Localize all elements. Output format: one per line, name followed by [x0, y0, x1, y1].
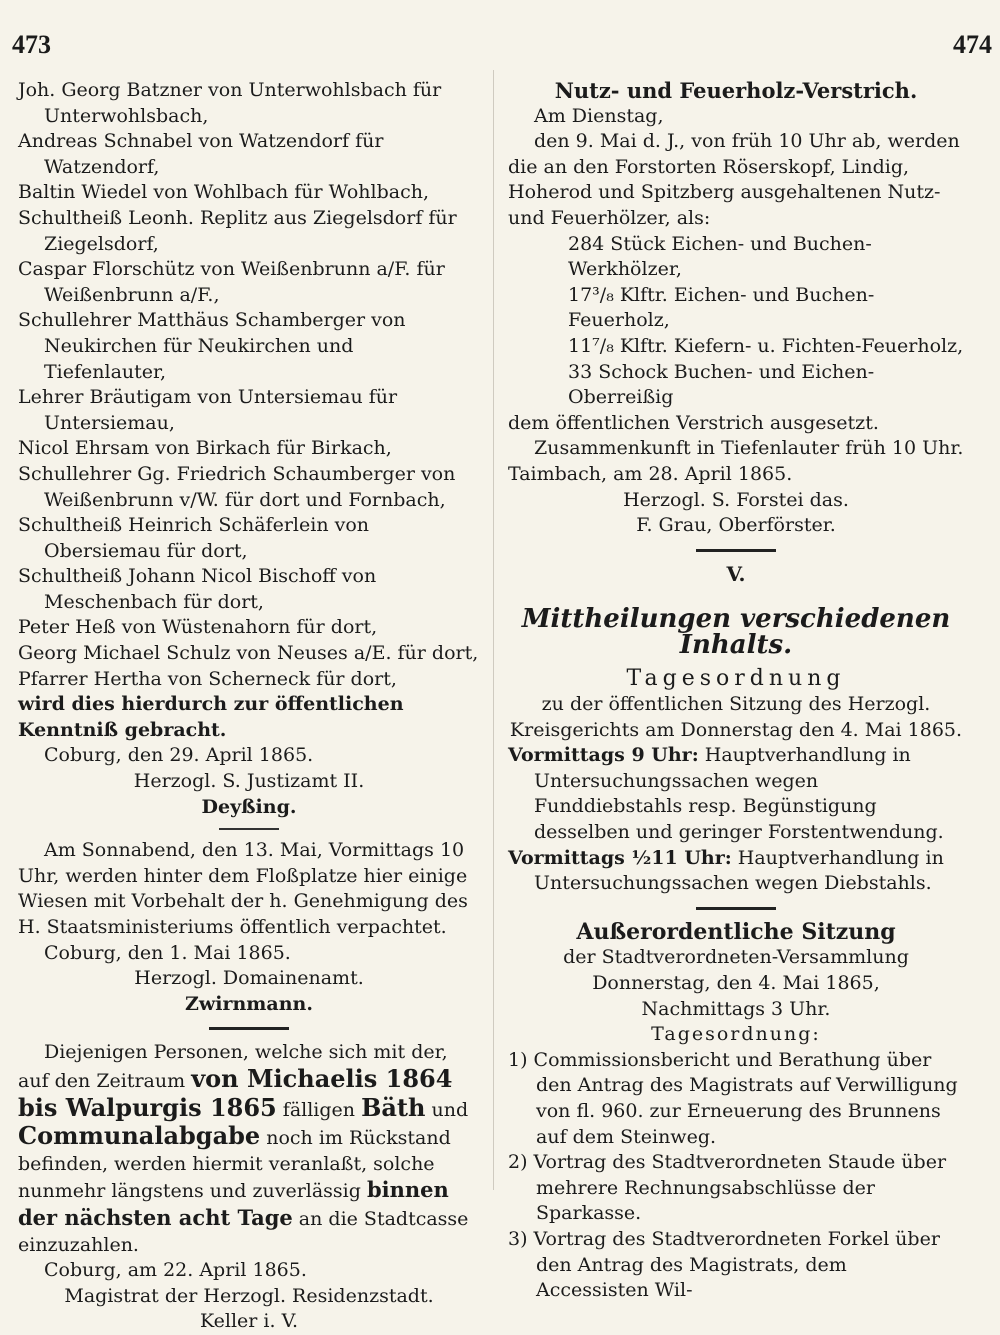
separator-rule [696, 907, 776, 910]
page-number-right: 474 [953, 30, 992, 59]
names-list [18, 78, 480, 692]
notice3-deadline: binnen der nächsten acht Tage [18, 1177, 449, 1230]
notice3-text-part: und [425, 1098, 469, 1121]
wood-auction-date: Taimbach, am 28. April 1865. [508, 462, 793, 485]
name-entry: Baltin Wiedel von Wohlbach für Wohlbach, [18, 181, 430, 204]
court-agenda-time: Vormittags 9 Uhr: [508, 744, 699, 767]
notice3-date: Coburg, am 22. April 1865. [44, 1259, 307, 1282]
notice3-period: von Michaelis 1864 bis Walpurgis 1865 [18, 1063, 453, 1122]
notice3-text-part: Diejenigen Personen, welche sich mit der, auf den Zeitraum [18, 1041, 448, 1092]
council-agenda-item: 1) Commissionsbericht und Berathung über den Antrag des Magistrats auf Verwilligung von fl. 960. zur Erneuerung des Brunnens auf dem Steinweg. [508, 1048, 958, 1148]
notice3-tax-name: Bäth [361, 1092, 426, 1122]
notice3-office: Magistrat der Herzogl. Residenzstadt. [64, 1284, 434, 1307]
wood-auction-office: Herzogl. S. Forstei das. [623, 488, 849, 511]
right-column [508, 78, 964, 1304]
wood-items-list [508, 232, 964, 411]
wood-item: 11⁷/₈ Klftr. Kiefern- u. Fichten-Feuerholz, [568, 334, 964, 357]
notice1-signer: Deyßing. [201, 795, 297, 818]
notice3-tax-name: Communalabgabe [18, 1121, 261, 1151]
notice1-office: Herzogl. S. Justizamt II. [133, 770, 365, 793]
council-agenda-item: 3) Vortrag des Stadtverordneten Forkel über den Antrag des Magistrats, dem Accessisten Wil- [508, 1227, 940, 1302]
wood-item: 33 Schock Buchen- und Eichen-Oberreißig [568, 360, 875, 409]
name-entry: Georg Michael Schulz von Neuses a/E. für dort, [18, 642, 479, 665]
wood-item: 17³/₈ Klftr. Eichen- und Buchen-Feuerholz, [568, 283, 875, 332]
section-number: V. [726, 561, 746, 586]
page-number-left: 473 [12, 30, 51, 59]
name-entry: Caspar Florschütz von Weißenbrunn a/F. für Weißenbrunn a/F., [18, 258, 445, 306]
separator-rule [696, 549, 776, 552]
name-entry: Lehrer Bräutigam von Untersiemau für Untersiemau, [18, 386, 398, 434]
wood-auction-after: dem öffentlichen Verstrich ausgesetzt. [508, 411, 879, 434]
left-column [18, 78, 480, 1335]
name-entry: Pfarrer Hertha von Scherneck für dort, [18, 667, 397, 690]
court-agenda-time: Vormittags ½11 Uhr: [508, 846, 732, 869]
notice3-text-part: fälligen [276, 1098, 362, 1121]
court-agenda-title: Tagesordnung [626, 666, 846, 692]
wood-auction-day: Am Dienstag, [534, 104, 664, 127]
wood-item: 284 Stück Eichen- und Buchen-Werkhölzer, [568, 232, 872, 281]
name-entry: Schultheiß Johann Nicol Bischoff von Meschenbach für dort, [18, 565, 377, 613]
name-entry: Schultheiß Heinrich Schäferlein von Obersiemau für dort, [18, 514, 369, 562]
council-meeting-day: Donnerstag, den 4. Mai 1865, [592, 972, 880, 994]
court-agenda-text: Hauptverhandlung in Untersuchungssachen wegen Funddiebstahls resp. Begünstigung desselben und geringer Forstentwendung. [534, 744, 944, 844]
wood-auction-text: den 9. Mai d. J., von früh 10 Uhr ab, werden die an den Forstorten Röserskopf, Lindig, Hoherod und Spitzberg ausgehaltenen Nutz- und Feuerhölzer, als: [508, 130, 960, 229]
court-agenda-subtitle: zu der öffentlichen Sitzung des Herzogl. Kreisgerichts am Donnerstag den 4. Mai 1865. [509, 693, 963, 741]
name-entry: Peter Heß von Wüstenahorn für dort, [18, 616, 378, 639]
column-divider [493, 70, 494, 1190]
wood-auction-title: Nutz- und Feuerholz-Verstrich. [554, 78, 918, 103]
council-agenda-item: 2) Vortrag des Stadtverordneten Staude über mehrere Rechnungsabschlüsse der Sparkasse. [508, 1151, 947, 1225]
name-entry: Nicol Ehrsam von Birkach für Birkach, [18, 437, 392, 460]
names-closing: wird dies hierdurch zur öffentlichen Kenntniß gebracht. [18, 693, 404, 741]
notice3-text-part: an die Stadtcasse einzuzahlen. [18, 1207, 469, 1256]
section-title: Mittheilungen verschiedenen Inhalts. [521, 604, 951, 660]
separator-rule [219, 828, 279, 830]
name-entry: Schullehrer Gg. Friedrich Schaumberger von Weißenbrunn v/W. für dort und Fornbach, [18, 462, 456, 511]
wood-auction-signer: F. Grau, Oberförster. [636, 514, 836, 537]
council-meeting-title: Außerordentliche Sitzung [576, 918, 896, 945]
notice3-text [18, 1040, 480, 1258]
court-agenda-item [508, 743, 964, 845]
wood-auction-meeting: Zusammenkunft in Tiefenlauter früh 10 Uhr. [534, 437, 964, 460]
court-agenda-text: Hauptverhandlung in Untersuchungssachen wegen Diebstahls. [534, 846, 944, 895]
notice3-signer: Keller i. V. [199, 1310, 299, 1333]
notice2-date: Coburg, den 1. Mai 1865. [44, 941, 291, 964]
council-meeting-time: Nachmittags 3 Uhr. [641, 997, 831, 1020]
name-entry: Schullehrer Matthäus Schamberger von Neukirchen für Neukirchen und Tiefenlauter, [18, 309, 406, 383]
name-entry: Andreas Schnabel von Watzendorf für Watzendorf, [18, 130, 384, 178]
separator-rule [209, 1027, 289, 1030]
council-agenda-heading: Tagesordnung: [651, 1023, 821, 1046]
court-agenda-item [508, 846, 964, 897]
notice1-date: Coburg, den 29. April 1865. [44, 744, 314, 767]
notice2-text: Am Sonnabend, den 13. Mai, Vormittags 10 Uhr, werden hinter dem Floßplatze hier einige Wiesen mit Vorbehalt der h. Genehmigung des H. Staatsministeriums öffentlich verpachtet. [18, 839, 468, 938]
notice2-signer: Zwirnmann. [185, 992, 313, 1015]
name-entry: Joh. Georg Batzner von Unterwohlsbach für Unterwohlsbach, [18, 79, 442, 127]
name-entry: Schultheiß Leonh. Replitz aus Ziegelsdorf für Ziegelsdorf, [18, 206, 457, 255]
council-meeting-subtitle: der Stadtverordneten-Versammlung [563, 946, 909, 969]
notice3-text-part: noch im Rückstand befinden, werden hiermit veranlaßt, solche nunmehr längstens und zuverlässig [18, 1127, 451, 1203]
notice2-office: Herzogl. Domainenamt. [134, 967, 364, 990]
